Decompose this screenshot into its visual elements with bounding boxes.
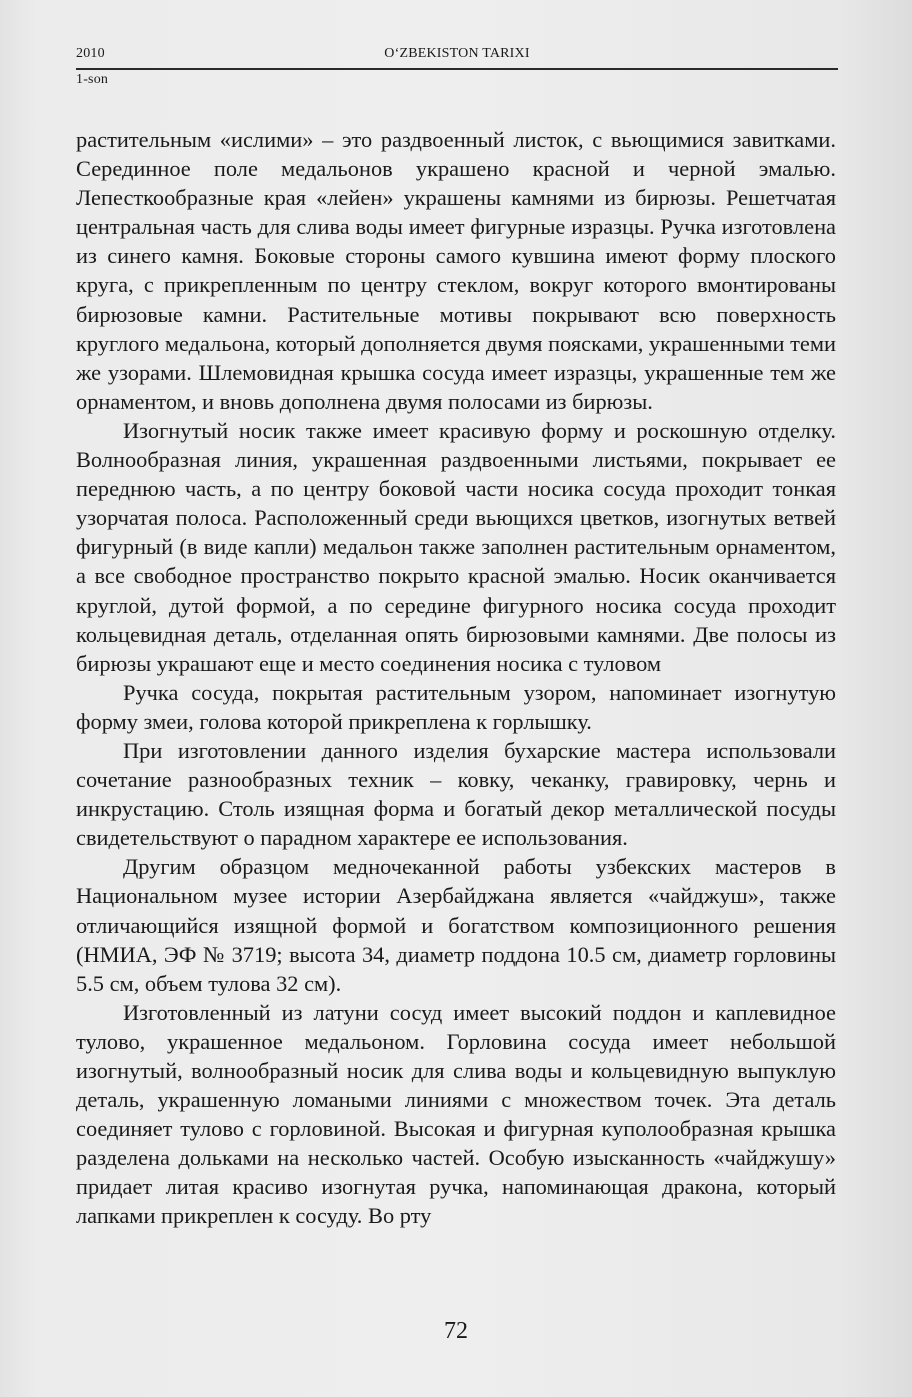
header-issue: 1-son [76,72,109,87]
header-journal-title: O‘ZBEKISTON TARIXI [384,46,530,61]
body-text [76,125,836,1231]
paragraph-6: Изготовленный из латуни сосуд имеет высокий поддон и каплевидное тулово, украшенное медальоном. Горловина сосуда имеет небольшой изогнутый, волнообразный носик для слива воды и кольцевидную выпуклую деталь, украшенную ломаными линиями с множеством точек. Эта деталь соединяет тулово с горловиной. Высокая и фигурная куполообразная крышка разделена дольками на несколько частей. Особую изысканность «чайджушу» придает литая красиво изогнутая ручка, напоминающая дракона, который лапками прикреплен к сосуду. Во рту [76,999,836,1229]
header-rule [76,68,838,70]
paragraph-3: Ручка сосуда, покрытая растительным узором, напоминает изогнутую форму змеи, голова которой прикреплена к горлышку. [76,679,836,734]
paragraph-5: Другим образцом медночеканной работы узбекских мастеров в Национальном музее истории Азербайджана является «чайджуш», также отличающийся изящной формой и богатством композиционного решения (НМИА, ЭФ № 3719; высота 34, диаметр поддона 10.5 см, диаметр горловины 5.5 см, объем тулова 32 см). [76,854,836,996]
header-year: 2010 [76,46,105,61]
paragraph-1: растительным «ислими» – это раздвоенный листок, с вьющимися завитками. Серединное поле медальонов украшено красной и черной эмалью. Лепесткообразные края «лейен» украшены камнями из бирюзы. Решетчатая центральная часть для слива воды имеет фигурные изразцы. Ручка изготовлена из синего камня. Боковые стороны самого кувшина имеют форму плоского круга, с прикрепленным по центру стеклом, вокруг которого вмонтированы бирюзовые камни. Растительные мотивы покрывают всю поверхность круглого медальона, который дополняется двумя поясками, украшенными теми же узорами. Шлемовидная крышка сосуда имеет изразцы, украшенные тем же орнаментом, и вновь дополнена двумя полосами из бирюзы. [76,127,836,414]
paragraph-4: При изготовлении данного изделия бухарские мастера использовали сочетание разнообразных техник – ковку, чеканку, гравировку, чернь и инкрустацию. Столь изящная форма и богатый декор металлической посуды свидетельствуют о парадном характере ее использования. [76,737,836,851]
paragraph-2: Изогнутый носик также имеет красивую форму и роскошную отделку. Волнообразная линия, украшенная раздвоенными листьями, покрывает ее переднюю часть, а по центру боковой части носика сосуда проходит тонкая узорчатая полоса. Расположенный среди вьющихся цветков, изогнутых ветвей фигурный (в виде капли) медальон также заполнен растительным орнаментом, а все свободное пространство покрыто красной эмалью. Носик оканчивается круглой, дутой формой, а по середине фигурного носика сосуда проходит кольцевидная деталь, отделанная опять бирюзовыми камнями. Две полосы из бирюзы украшают еще и место соединения носика с туловом [76,417,836,676]
page-number: 72 [444,1318,468,1344]
